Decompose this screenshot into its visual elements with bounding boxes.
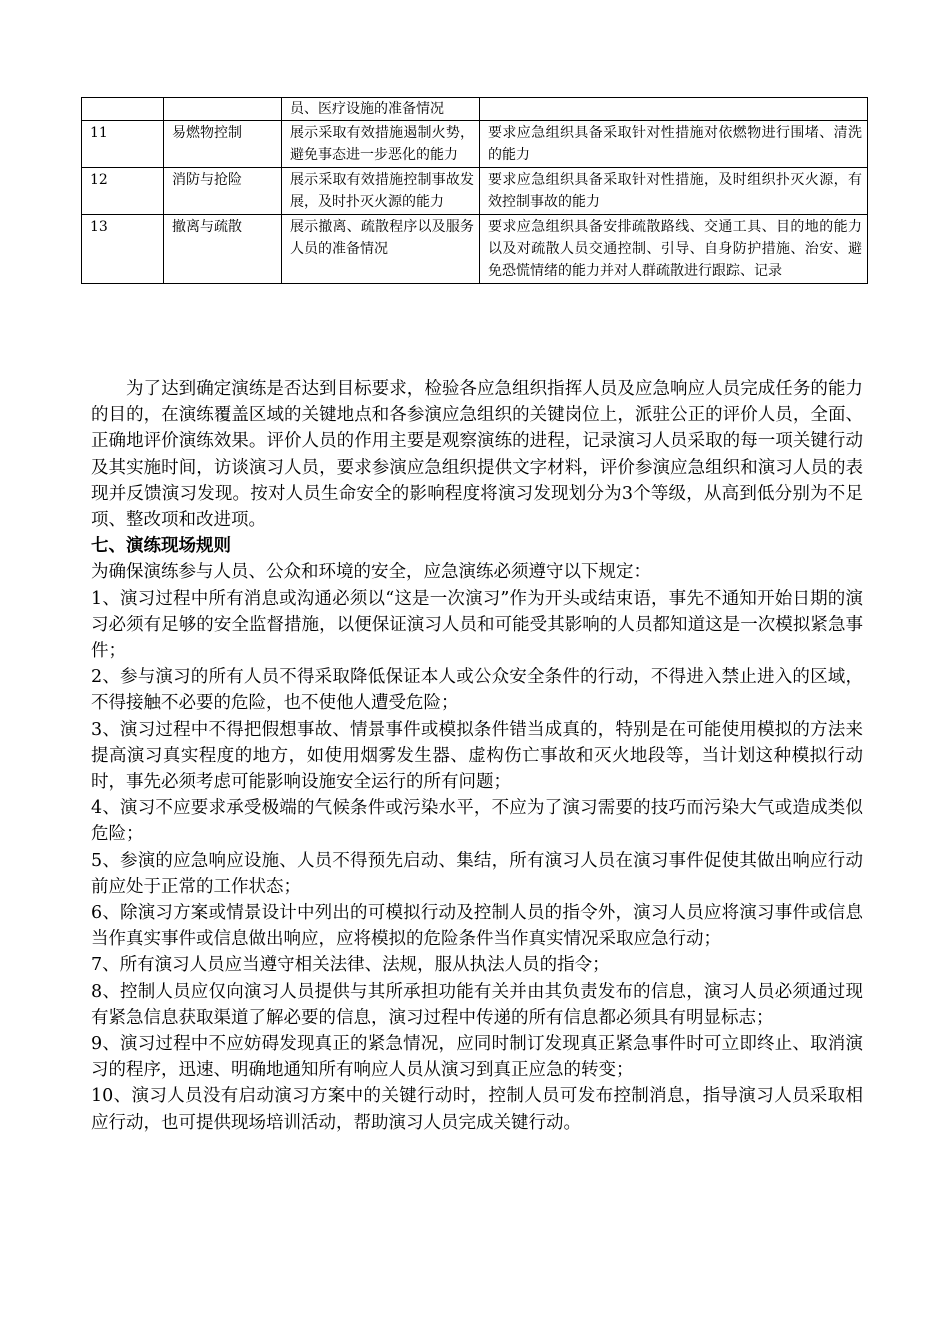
table-cell-requirement: 要求应急组织具备采取针对性措施，及时组织扑灭火源，有效控制事故的能力 <box>480 168 868 215</box>
table-cell-requirement: 要求应急组织具备安排疏散路线、交通工具、目的地的能力以及对疏散人员交通控制、引导、自身防护措施、治安、避免恐慌情绪的能力并对人群疏散进行跟踪、记录 <box>480 215 868 284</box>
table-cell-content: 员、医疗设施的准备情况 <box>282 98 480 121</box>
rule-item: 5、参演的应急响应设施、人员不得预先启动、集结，所有演习人员在演习事件促使其做出响应行动前应处于正常的工作状态； <box>91 850 863 897</box>
table-row <box>82 168 868 215</box>
table-cell-content: 展示撤离、疏散程序以及服务人员的准备情况 <box>282 215 480 284</box>
rule-item: 7、所有演习人员应当遵守相关法律、法规，服从执法人员的指令； <box>91 955 610 976</box>
table-cell-item: 消防与抢险 <box>164 168 282 215</box>
table-row <box>82 98 868 121</box>
body-text <box>91 376 863 1136</box>
table-cell-num: 13 <box>82 215 164 284</box>
intro-paragraph: 为确保演练参与人员、公众和环境的安全，应急演练必须遵守以下规定： <box>91 562 651 583</box>
table-cell-num <box>82 98 164 121</box>
table-row <box>82 121 868 168</box>
rule-item: 9、演习过程中不应妨碍发现真正的紧急情况，应同时制订发现真正紧急事件时可立即终止、取消演习的程序，迅速、明确地通知所有响应人员从演习到真正应急的转变； <box>91 1034 863 1081</box>
table-cell-num: 11 <box>82 121 164 168</box>
rule-item: 3、演习过程中不得把假想事故、情景事件或模拟条件错当成真的，特别是在可能使用模拟的方法来提高演习真实程度的地方，如使用烟雾发生器、虚构伤亡事故和灭火地段等，当计划这种模拟行动时，事先必须考虑可能影响设施安全运行的所有问题； <box>91 719 863 793</box>
rule-item: 6、除演习方案或情景设计中列出的可模拟行动及控制人员的指令外，演习人员应将演习事件或信息当作真实事件或信息做出响应，应将模拟的危险条件当作真实情况采取应急行动； <box>91 903 863 950</box>
table-cell-num: 12 <box>82 168 164 215</box>
table-cell-content: 展示采取有效措施遏制火势，避免事态进一步恶化的能力 <box>282 121 480 168</box>
table-cell-item: 撤离与疏散 <box>164 215 282 284</box>
rule-item: 10、演习人员没有启动演习方案中的关键行动时，控制人员可发布控制消息，指导演习人员采取相应行动，也可提供现场培训活动，帮助演习人员完成关键行动。 <box>91 1086 863 1133</box>
table-cell-item <box>164 98 282 121</box>
section-heading: 七、演练现场规则 <box>91 536 231 557</box>
rule-item: 2、参与演习的所有人员不得采取降低保证本人或公众安全条件的行动，不得进入禁止进入的区域，不得接触不必要的危险，也不使他人遭受危险； <box>91 667 863 714</box>
rule-item: 8、控制人员应仅向演习人员提供与其所承担功能有关并由其负责发布的信息，演习人员必须通过现有紧急信息获取渠道了解必要的信息，演习过程中传递的所有信息都必须具有明显标志； <box>91 981 863 1028</box>
table-row <box>82 215 868 284</box>
table-cell-content: 展示采取有效措施控制事故发展，及时扑灭火源的能力 <box>282 168 480 215</box>
table-cell-requirement <box>480 98 868 121</box>
evaluation-paragraph: 为了达到确定演练是否达到目标要求，检验各应急组织指挥人员及应急响应人员完成任务的能力的目的，在演练覆盖区域的关键地点和各参演应急组织的关键岗位上，派驻公正的评价人员，全面、正确地评价演练效果。评价人员的作用主要是观察演练的进程，记录演习人员采取的每一项关键行动及其实施时间，访谈演习人员，要求参演应急组织提供文字材料，评价参演应急组织和演习人员的表现并反馈演习发现。按对人员生命安全的影响程度将演习发现划分为3个等级，从高到低分别为不足项、整改项和改进项。 <box>91 379 863 531</box>
evaluation-table <box>81 97 868 284</box>
rule-item: 4、演习不应要求承受极端的气候条件或污染水平，不应为了演习需要的技巧而污染大气或造成类似危险； <box>91 798 863 845</box>
table-cell-item: 易燃物控制 <box>164 121 282 168</box>
table-cell-requirement: 要求应急组织具备采取针对性措施对依燃物进行围堵、清洗的能力 <box>480 121 868 168</box>
rule-item: 1、演习过程中所有消息或沟通必须以“这是一次演习”作为开头或结束语，事先不通知开始日期的演习必须有足够的安全监督措施，以便保证演习人员和可能受其影响的人员都知道这是一次模拟紧急事件； <box>91 588 863 662</box>
